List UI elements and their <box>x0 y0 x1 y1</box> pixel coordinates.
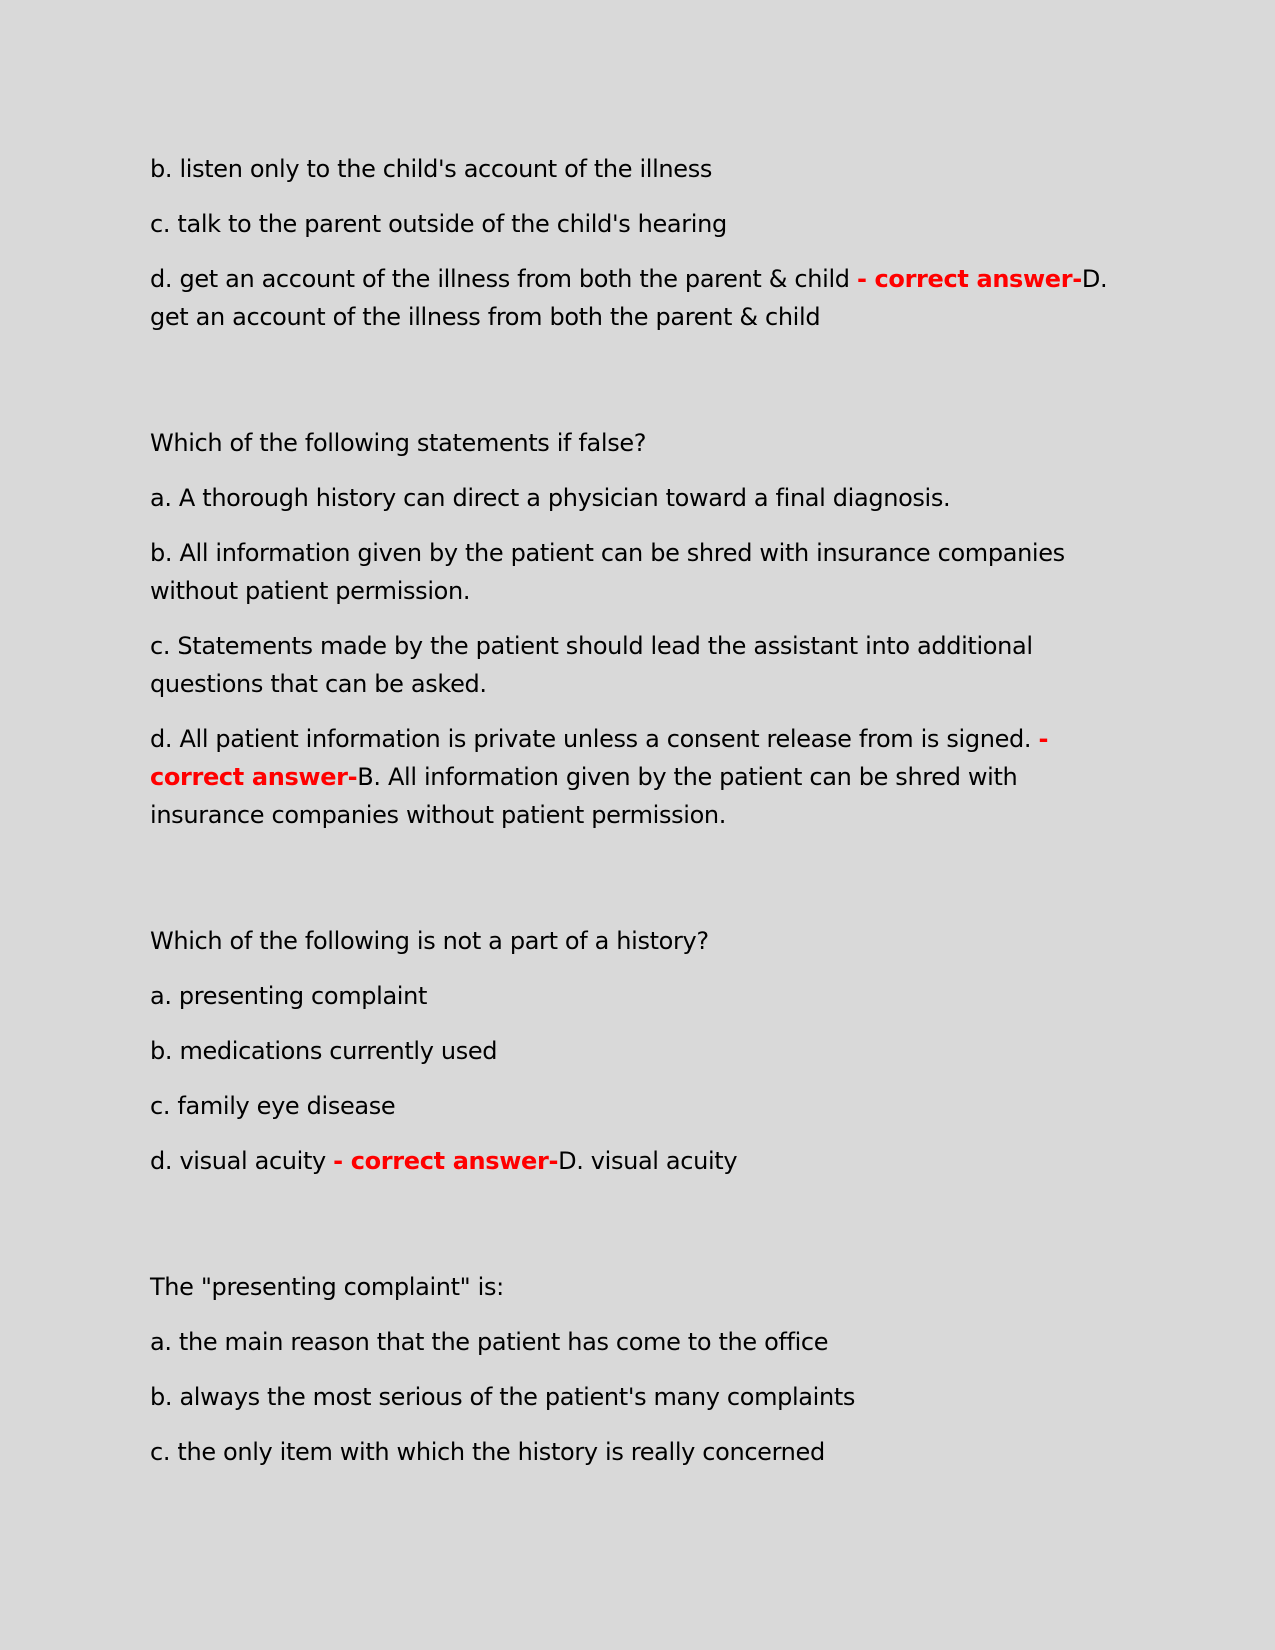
document-page <box>150 150 1110 1488</box>
option-c: c. the only item with which the history is really concerned <box>150 1438 825 1466</box>
option-d: d. get an account of the illness from both the parent & child <box>150 265 850 293</box>
question-block <box>150 922 1110 1180</box>
option-c: c. Statements made by the patient should lead the assistant into additional questions that can be asked. <box>150 632 1033 698</box>
option-a: a. A thorough history can direct a physician toward a final diagnosis. <box>150 484 951 512</box>
correct-answer-marker: - correct answer- <box>856 265 1082 293</box>
question-text: Which of the following is not a part of a history? <box>150 927 709 955</box>
question-text: Which of the following statements if false? <box>150 429 647 457</box>
question-block <box>150 1268 1110 1471</box>
option-a: a. the main reason that the patient has come to the office <box>150 1328 829 1356</box>
question-block <box>150 424 1110 834</box>
answer-text: B. All information given by the patient can be shred with insurance companies without patient permission. <box>150 763 1018 829</box>
option-d-with-answer <box>150 260 1110 336</box>
correct-answer-marker: - correct answer- <box>150 725 1049 791</box>
option-c: c. family eye disease <box>150 1092 396 1120</box>
answer-text: D. get an account of the illness from both the parent & child <box>150 265 1108 331</box>
option-d: d. visual acuity <box>150 1147 326 1175</box>
option-d: d. All patient information is private unless a consent release from is signed. <box>150 725 1032 753</box>
answer-text: D. visual acuity <box>558 1147 738 1175</box>
option-b: b. medications currently used <box>150 1037 498 1065</box>
option-b: b. always the most serious of the patient's many complaints <box>150 1383 856 1411</box>
option-b: b. All information given by the patient can be shred with insurance companies without patient permission. <box>150 539 1065 605</box>
correct-answer-marker: - correct answer- <box>333 1147 559 1175</box>
option-b: b. listen only to the child's account of the illness <box>150 155 712 183</box>
option-a: a. presenting complaint <box>150 982 428 1010</box>
option-c: c. talk to the parent outside of the child's hearing <box>150 210 727 238</box>
option-d-with-answer <box>150 1142 1110 1180</box>
question-block <box>150 150 1110 336</box>
option-d-with-answer <box>150 720 1110 834</box>
question-text: The "presenting complaint" is: <box>150 1273 504 1301</box>
